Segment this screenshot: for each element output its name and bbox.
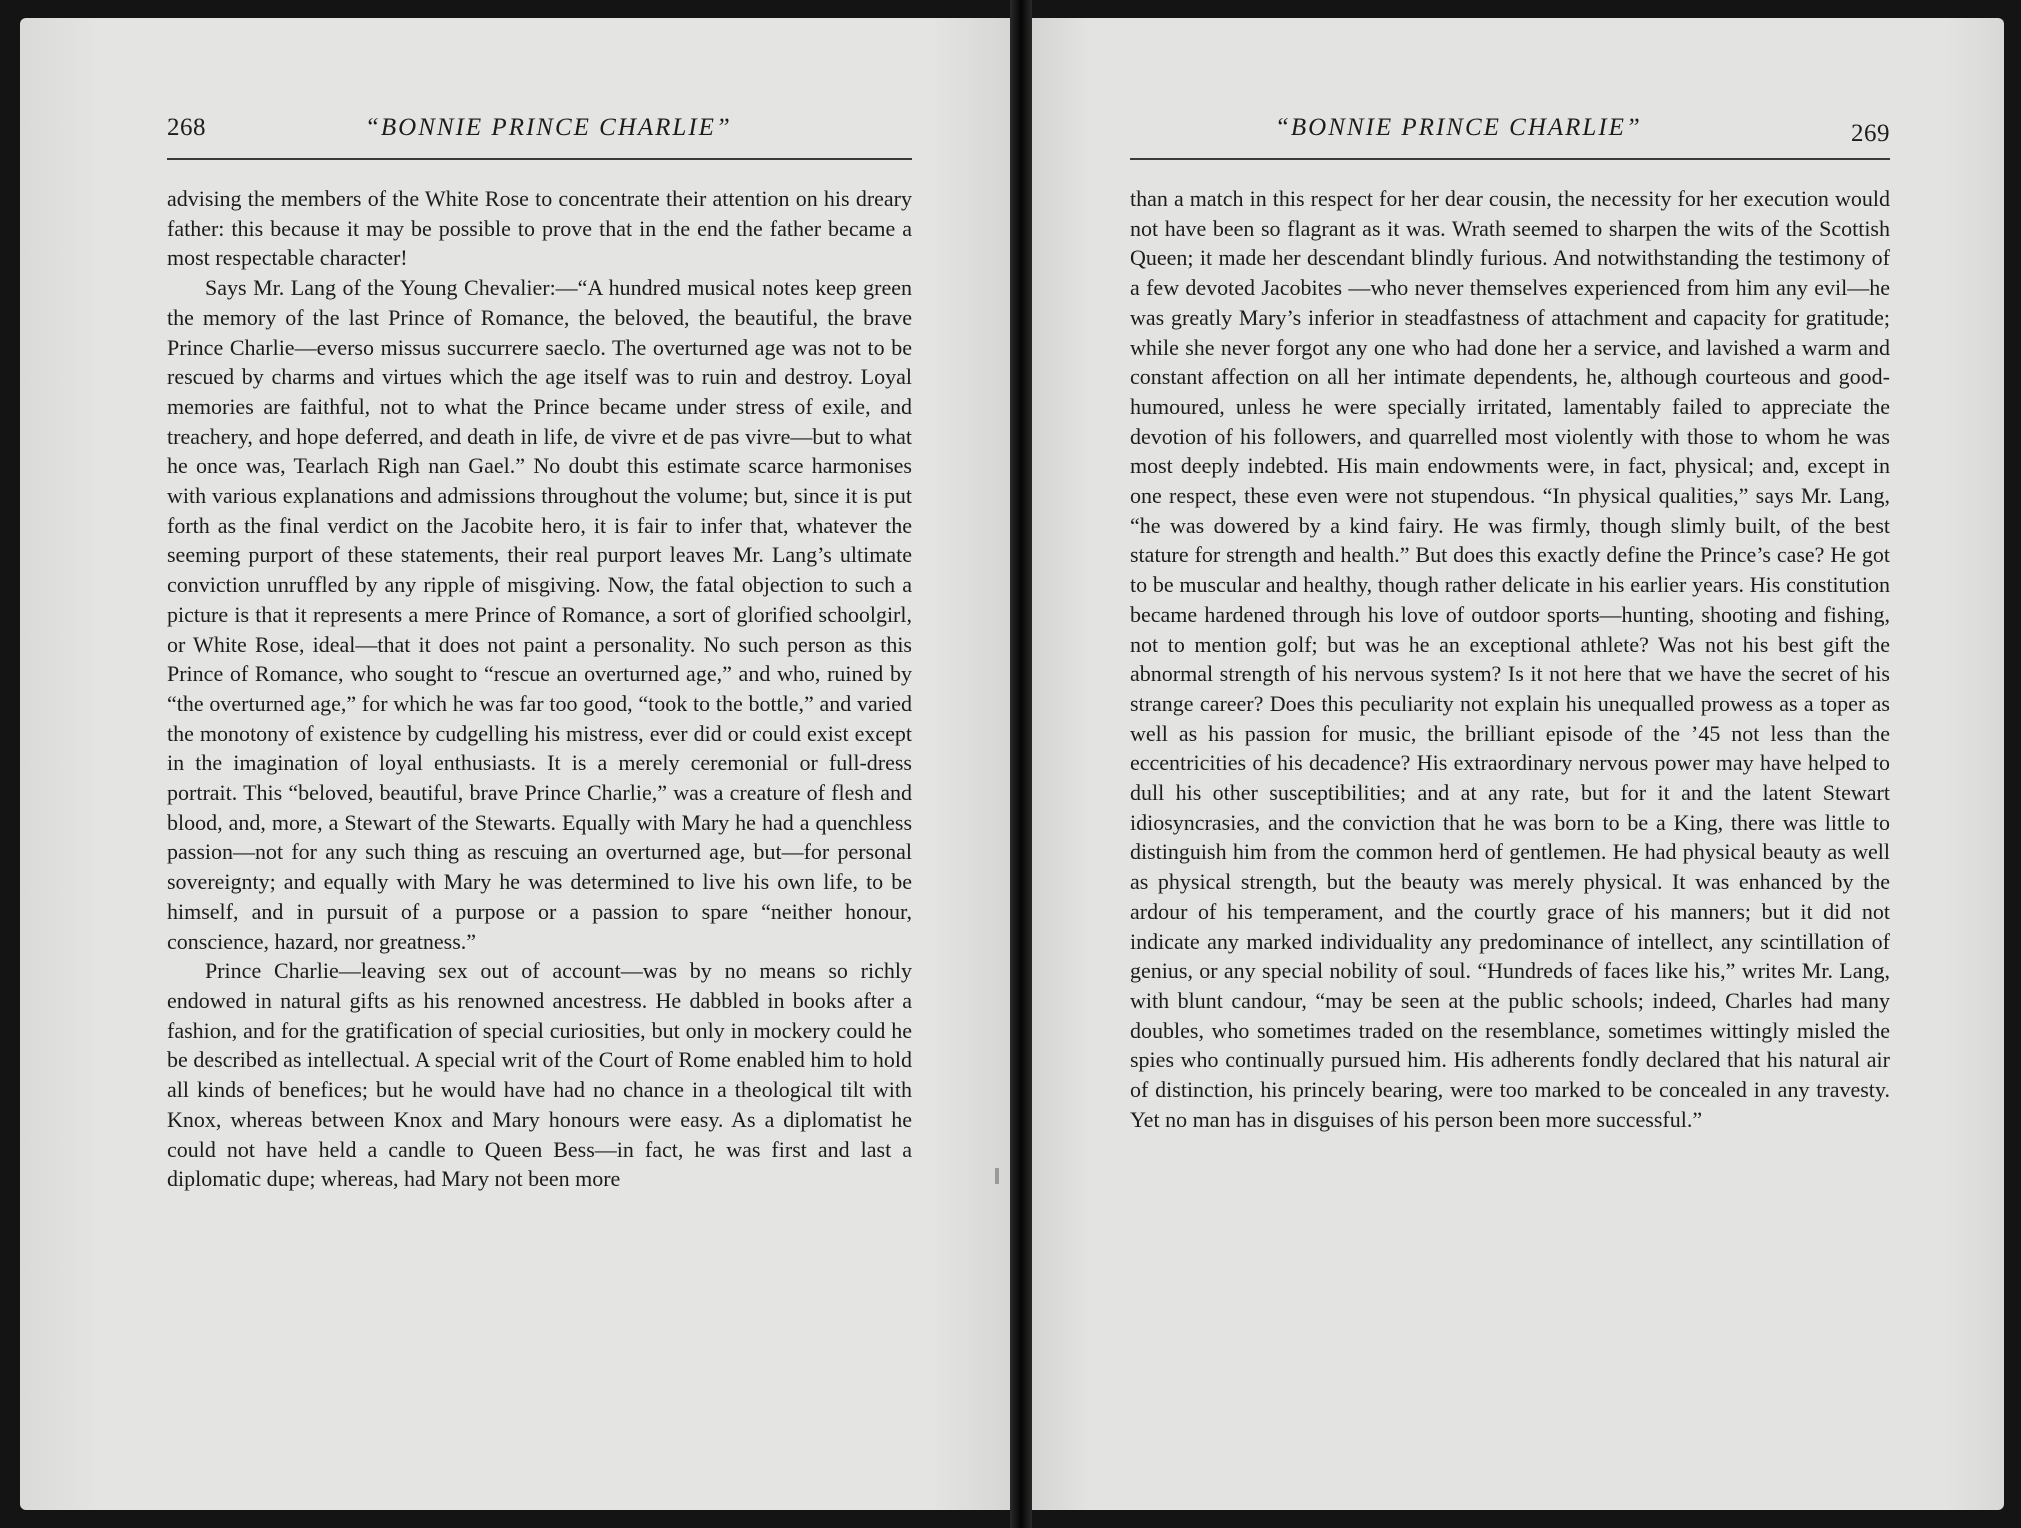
right-page-body <box>1130 184 1890 1135</box>
paragraph: Prince Charlie—leaving sex out of account—was by no means so richly endowed in natural gifts as his renowned ancestress. He dabbled in books after a fashion, and for the gratification of special curiosities, but only in mockery could he be described as intellectual. A special writ of the Court of Rome enabled him to hold all kinds of benefices; but he would have had no chance in a theological tilt with Knox, whereas between Knox and Mary honours were easy. As a diplomatist he could not have held a candle to Queen Bess—in fact, he was first and last a diplomatic dupe; whereas, had Mary not been more <box>167 958 912 1192</box>
running-title: “BONNIE PRINCE CHARLIE” <box>1275 114 1642 141</box>
paragraph: advising the members of the White Rose to concentrate their attention on his dreary father: this because it may be possible to prove that in the end the father became a most respectable character! <box>167 186 912 271</box>
header-rule <box>1130 158 1890 160</box>
page-number: 268 <box>167 114 206 141</box>
binding-mark <box>995 1168 999 1184</box>
left-page-header <box>167 114 912 154</box>
paragraph: Says Mr. Lang of the Young Chevalier:—“A hundred musical notes keep green the memory of the last Prince of Romance, the beloved, the beautiful, the brave Prince Charlie—everso missus succurrere saeclo. The overturned age was not to be rescued by charms and virtues which the age itself was to ruin and destroy. Loyal memories are faithful, not to what the Prince became under stress of exile, and treachery, and hope deferred, and death in life, de vivre et de pas vivre—but to what he once was, Tearlach Righ nan Gael.” No doubt this estimate scarce harmonises with various explanations and admissions throughout the volume; but, since it is put forth as the final verdict on the Jacobite hero, it is fair to infer that, whatever the seeming purport of these statements, their real purport leaves Mr. Lang’s ultimate conviction unruffled by any ripple of misgiving. Now, the fatal objection to such a picture is that it represents a mere Prince of Romance, a sort of glorified schoolgirl, or White Rose, ideal—that it does not paint a personality. No such person as this Prince of Romance, who sought to “rescue an overturned age,” and who, ruined by “the overturned age,” for which he was far too good, “took to the bottle,” and varied the monotony of existence by cudgelling his mistress, ever did or could exist except in the imagination of loyal enthusiasts. It is a merely ceremonial or full-dress portrait. This “beloved, beautiful, brave Prince Charlie,” was a creature of flesh and blood, and, more, a Stewart of the Stewarts. Equally with Mary he had a quenchless passion—not for any such thing as rescuing an overturned age, but—for personal sovereignty; and equally with Mary he was determined to live his own life, to be himself, and in pursuit of a purpose or a passion to spare “neither honour, conscience, hazard, nor greatness.” <box>167 275 912 954</box>
left-page-body <box>167 184 912 1194</box>
page-number: 269 <box>1851 120 1890 147</box>
right-page <box>1032 18 2004 1510</box>
left-page <box>20 18 1010 1510</box>
right-page-header <box>1130 114 1890 154</box>
running-title: “BONNIE PRINCE CHARLIE” <box>365 114 732 141</box>
paragraph: than a match in this respect for her dear cousin, the necessity for her execution would not have been so flagrant as it was. Wrath seemed to sharpen the wits of the Scottish Queen; it made her descendant blindly furious. And notwithstanding the testimony of a few devoted Jacobites —who never themselves experienced from him any evil—he was greatly Mary’s inferior in steadfastness of attachment and capacity for gratitude; while she never forgot any one who had done her a service, and lavished a warm and constant affection on all her intimate dependents, he, although courteous and good-humoured, unless he were specially irritated, lamentably failed to appreciate the devotion of his followers, and quarrelled most violently with those to whom he was most deeply indebted. His main endowments were, in fact, physical; and, except in one respect, these even were not stupendous. “In physical qualities,” says Mr. Lang, “he was dowered by a kind fairy. He was firmly, though slimly built, of the best stature for strength and health.” But does this exactly define the Prince’s case? He got to be muscular and healthy, though rather delicate in his earlier years. His constitution became hardened through his love of outdoor sports—hunting, shooting and fishing, not to mention golf; but was he an exceptional athlete? Was not his best gift the abnormal strength of his nervous system? Is it not here that we have the secret of his strange career? Does this peculiarity not explain his unequalled prowess as a toper as well as his passion for music, the brilliant episode of the ’45 not less than the eccentricities of his decadence? His extraordinary nervous power may have helped to dull his other susceptibilities; and at any rate, but for it and the latent Stewart idiosyncrasies, and the conviction that he was born to be a King, there was little to distinguish him from the common herd of gentlemen. He had physical beauty as well as physical strength, but the beauty was merely physical. It was enhanced by the ardour of his temperament, and the courtly grace of his manners; but it did not indicate any marked individuality any predominance of intellect, any scintillation of genius, or any special nobility of soul. “Hundreds of faces like his,” writes Mr. Lang, with blunt candour, “may be seen at the public schools; indeed, Charles had many doubles, who sometimes traded on the resemblance, sometimes wittingly misled the spies who continually pursued him. His adherents fondly declared that his natural air of distinction, his princely bearing, were too marked to be concealed in any travesty. Yet no man has in disguises of his person been more successful.” <box>1130 186 1890 1132</box>
header-rule <box>167 158 912 160</box>
book-gutter <box>1010 0 1032 1528</box>
